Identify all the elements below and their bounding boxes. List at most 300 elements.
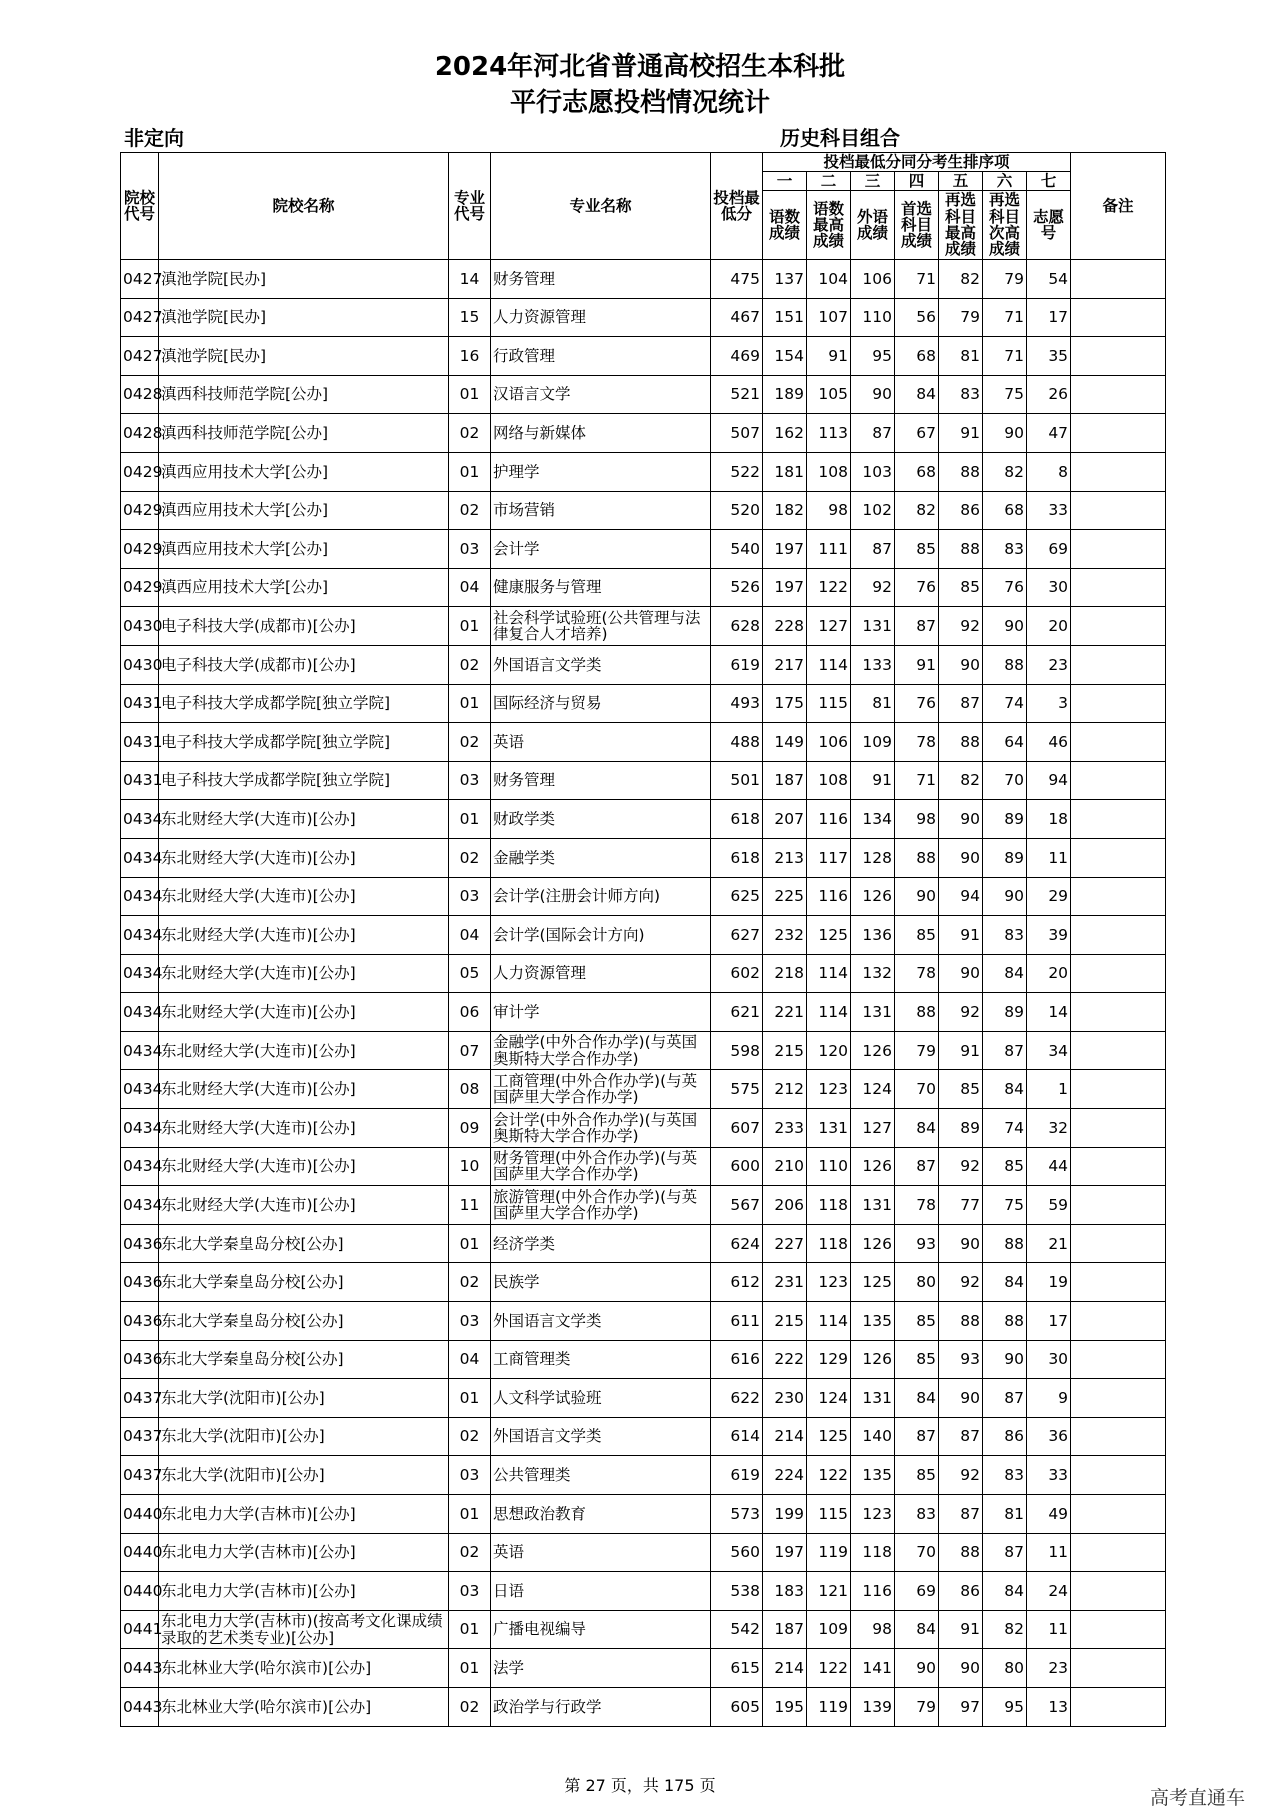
cell-first-subject: 68 <box>895 337 939 376</box>
cell-foreign-lang: 131 <box>851 1379 895 1418</box>
cell-chinese-math-max: 105 <box>807 375 851 414</box>
cell-school-name: 东北大学(沈阳市)[公办] <box>159 1417 449 1456</box>
cell-second-subject-max: 88 <box>939 1533 983 1572</box>
cell-foreign-lang: 134 <box>851 800 895 839</box>
cell-second-subject-max: 90 <box>939 1224 983 1263</box>
cell-school-code: 0427 <box>121 298 159 337</box>
cell-chinese-math-max: 114 <box>807 645 851 684</box>
table-row <box>121 800 1166 839</box>
cell-second-subject-max: 79 <box>939 298 983 337</box>
cell-major-code: 02 <box>449 645 491 684</box>
cell-chinese-math: 189 <box>763 375 807 414</box>
cell-school-name: 东北电力大学(吉林市)(按高考文化课成绩录取的艺术类专业)[公办] <box>159 1610 449 1649</box>
cell-school-name: 东北电力大学(吉林市)[公办] <box>159 1572 449 1611</box>
cell-foreign-lang: 92 <box>851 568 895 607</box>
cell-second-subject-max: 92 <box>939 1147 983 1186</box>
cell-major-code: 03 <box>449 530 491 569</box>
cell-first-subject: 84 <box>895 1379 939 1418</box>
cell-foreign-lang: 116 <box>851 1572 895 1611</box>
cell-school-name: 滇西应用技术大学[公办] <box>159 491 449 530</box>
cell-chinese-math: 183 <box>763 1572 807 1611</box>
cell-chinese-math-max: 119 <box>807 1533 851 1572</box>
cell-min-score: 625 <box>711 877 763 916</box>
cell-choice-no: 9 <box>1027 1379 1071 1418</box>
cell-choice-no: 36 <box>1027 1417 1071 1456</box>
cell-school-name: 电子科技大学成都学院[独立学院] <box>159 723 449 762</box>
cell-school-code: 0434 <box>121 916 159 955</box>
cell-choice-no: 13 <box>1027 1687 1071 1726</box>
cell-min-score: 612 <box>711 1263 763 1302</box>
cell-chinese-math: 213 <box>763 838 807 877</box>
cell-major-name: 外国语言文学类 <box>491 1417 711 1456</box>
cell-choice-no: 21 <box>1027 1224 1071 1263</box>
header-criterion-5: 再选科目最高成绩 <box>939 191 983 260</box>
cell-choice-no: 59 <box>1027 1186 1071 1225</box>
cell-chinese-math-max: 122 <box>807 1649 851 1688</box>
cell-foreign-lang: 103 <box>851 452 895 491</box>
cell-major-code: 01 <box>449 800 491 839</box>
cell-school-name: 滇池学院[民办] <box>159 337 449 376</box>
cell-school-name: 滇西应用技术大学[公办] <box>159 568 449 607</box>
cell-major-code: 08 <box>449 1070 491 1109</box>
cell-chinese-math-max: 107 <box>807 298 851 337</box>
section-label-left: 非定向 <box>124 126 184 150</box>
table-row <box>121 298 1166 337</box>
cell-remark <box>1071 1109 1166 1148</box>
cell-choice-no: 29 <box>1027 877 1071 916</box>
table-row <box>121 568 1166 607</box>
header-major-code: 专业代号 <box>449 153 491 260</box>
cell-school-code: 0434 <box>121 1109 159 1148</box>
cell-school-code: 0440 <box>121 1572 159 1611</box>
cell-choice-no: 14 <box>1027 993 1071 1032</box>
table-row <box>121 491 1166 530</box>
cell-second-subject-next: 83 <box>983 1456 1027 1495</box>
cell-remark <box>1071 530 1166 569</box>
cell-chinese-math-max: 98 <box>807 491 851 530</box>
cell-chinese-math-max: 129 <box>807 1340 851 1379</box>
cell-second-subject-next: 89 <box>983 800 1027 839</box>
cell-min-score: 618 <box>711 838 763 877</box>
header-ordinal-5: 五 <box>939 172 983 191</box>
cell-choice-no: 47 <box>1027 414 1071 453</box>
cell-chinese-math-max: 115 <box>807 1495 851 1534</box>
cell-remark <box>1071 1186 1166 1225</box>
cell-second-subject-max: 88 <box>939 530 983 569</box>
cell-school-code: 0431 <box>121 723 159 762</box>
cell-major-code: 01 <box>449 684 491 723</box>
cell-remark <box>1071 1379 1166 1418</box>
cell-school-name: 滇西应用技术大学[公办] <box>159 452 449 491</box>
cell-foreign-lang: 131 <box>851 1186 895 1225</box>
table-row <box>121 337 1166 376</box>
cell-choice-no: 33 <box>1027 1456 1071 1495</box>
cell-school-name: 滇池学院[民办] <box>159 260 449 299</box>
cell-remark <box>1071 1572 1166 1611</box>
cell-choice-no: 26 <box>1027 375 1071 414</box>
cell-min-score: 475 <box>711 260 763 299</box>
watermark: 高考直通车 <box>1150 1787 1246 1809</box>
cell-second-subject-next: 68 <box>983 491 1027 530</box>
cell-first-subject: 76 <box>895 568 939 607</box>
cell-chinese-math-max: 123 <box>807 1070 851 1109</box>
cell-remark <box>1071 645 1166 684</box>
cell-min-score: 501 <box>711 761 763 800</box>
cell-remark <box>1071 800 1166 839</box>
cell-min-score: 540 <box>711 530 763 569</box>
cell-choice-no: 32 <box>1027 1109 1071 1148</box>
cell-choice-no: 17 <box>1027 1302 1071 1341</box>
cell-chinese-math: 228 <box>763 607 807 646</box>
cell-remark <box>1071 954 1166 993</box>
cell-foreign-lang: 106 <box>851 260 895 299</box>
cell-major-code: 02 <box>449 838 491 877</box>
cell-major-code: 02 <box>449 1417 491 1456</box>
table-row <box>121 1263 1166 1302</box>
cell-choice-no: 3 <box>1027 684 1071 723</box>
cell-major-name: 法学 <box>491 1649 711 1688</box>
cell-min-score: 560 <box>711 1533 763 1572</box>
table-row <box>121 1417 1166 1456</box>
cell-major-code: 02 <box>449 1687 491 1726</box>
page-title-line1: 2024年河北省普通高校招生本科批 <box>434 52 846 82</box>
cell-chinese-math: 207 <box>763 800 807 839</box>
cell-first-subject: 85 <box>895 916 939 955</box>
cell-chinese-math-max: 91 <box>807 337 851 376</box>
cell-major-name: 会计学(注册会计师方向) <box>491 877 711 916</box>
header-major-name: 专业名称 <box>491 153 711 260</box>
cell-school-code: 0434 <box>121 993 159 1032</box>
cell-second-subject-max: 90 <box>939 1379 983 1418</box>
cell-major-code: 15 <box>449 298 491 337</box>
cell-chinese-math: 181 <box>763 452 807 491</box>
cell-school-code: 0434 <box>121 800 159 839</box>
cell-foreign-lang: 126 <box>851 877 895 916</box>
cell-school-code: 0429 <box>121 452 159 491</box>
cell-min-score: 602 <box>711 954 763 993</box>
cell-min-score: 521 <box>711 375 763 414</box>
table-row <box>121 684 1166 723</box>
cell-major-code: 10 <box>449 1147 491 1186</box>
cell-remark <box>1071 298 1166 337</box>
cell-school-code: 0436 <box>121 1263 159 1302</box>
table-row <box>121 1610 1166 1649</box>
cell-first-subject: 83 <box>895 1495 939 1534</box>
cell-school-name: 东北财经大学(大连市)[公办] <box>159 877 449 916</box>
cell-choice-no: 8 <box>1027 452 1071 491</box>
cell-school-code: 0436 <box>121 1224 159 1263</box>
cell-second-subject-max: 91 <box>939 414 983 453</box>
header-criterion-6: 再选科目次高成绩 <box>983 191 1027 260</box>
cell-school-name: 东北大学秦皇岛分校[公办] <box>159 1263 449 1302</box>
header-criterion-4: 首选科目成绩 <box>895 191 939 260</box>
cell-choice-no: 49 <box>1027 1495 1071 1534</box>
cell-remark <box>1071 1302 1166 1341</box>
cell-major-code: 01 <box>449 1379 491 1418</box>
cell-major-name: 思想政治教育 <box>491 1495 711 1534</box>
cell-chinese-math-max: 116 <box>807 800 851 839</box>
cell-first-subject: 79 <box>895 1687 939 1726</box>
cell-first-subject: 79 <box>895 1031 939 1070</box>
cell-chinese-math-max: 120 <box>807 1031 851 1070</box>
cell-chinese-math-max: 106 <box>807 723 851 762</box>
cell-min-score: 507 <box>711 414 763 453</box>
cell-second-subject-max: 93 <box>939 1340 983 1379</box>
cell-foreign-lang: 118 <box>851 1533 895 1572</box>
cell-first-subject: 78 <box>895 723 939 762</box>
cell-choice-no: 69 <box>1027 530 1071 569</box>
cell-second-subject-max: 90 <box>939 954 983 993</box>
cell-first-subject: 85 <box>895 1302 939 1341</box>
cell-second-subject-max: 92 <box>939 1263 983 1302</box>
cell-min-score: 526 <box>711 568 763 607</box>
cell-chinese-math: 187 <box>763 1610 807 1649</box>
cell-second-subject-max: 86 <box>939 491 983 530</box>
cell-first-subject: 71 <box>895 260 939 299</box>
cell-major-name: 市场营销 <box>491 491 711 530</box>
cell-min-score: 542 <box>711 1610 763 1649</box>
cell-school-name: 电子科技大学成都学院[独立学院] <box>159 761 449 800</box>
cell-school-name: 东北财经大学(大连市)[公办] <box>159 1186 449 1225</box>
cell-chinese-math: 137 <box>763 260 807 299</box>
cell-foreign-lang: 140 <box>851 1417 895 1456</box>
cell-second-subject-next: 89 <box>983 993 1027 1032</box>
cell-school-code: 0437 <box>121 1456 159 1495</box>
cell-school-code: 0434 <box>121 838 159 877</box>
cell-foreign-lang: 126 <box>851 1031 895 1070</box>
cell-major-name: 社会科学试验班(公共管理与法律复合人才培养) <box>491 607 711 646</box>
cell-second-subject-next: 84 <box>983 1263 1027 1302</box>
cell-major-name: 会计学 <box>491 530 711 569</box>
cell-school-code: 0428 <box>121 414 159 453</box>
cell-min-score: 618 <box>711 800 763 839</box>
cell-school-name: 滇西科技师范学院[公办] <box>159 375 449 414</box>
cell-chinese-math: 227 <box>763 1224 807 1263</box>
cell-school-code: 0434 <box>121 877 159 916</box>
table-row <box>121 1031 1166 1070</box>
cell-major-name: 经济学类 <box>491 1224 711 1263</box>
cell-chinese-math: 215 <box>763 1302 807 1341</box>
cell-chinese-math: 233 <box>763 1109 807 1148</box>
table-row <box>121 1186 1166 1225</box>
cell-chinese-math: 218 <box>763 954 807 993</box>
cell-remark <box>1071 723 1166 762</box>
cell-school-code: 0429 <box>121 568 159 607</box>
cell-major-code: 03 <box>449 1456 491 1495</box>
cell-foreign-lang: 109 <box>851 723 895 762</box>
cell-foreign-lang: 135 <box>851 1456 895 1495</box>
cell-chinese-math-max: 104 <box>807 260 851 299</box>
header-school-name: 院校名称 <box>159 153 449 260</box>
cell-school-code: 0437 <box>121 1379 159 1418</box>
table-row <box>121 1687 1166 1726</box>
cell-second-subject-next: 87 <box>983 1031 1027 1070</box>
cell-major-name: 日语 <box>491 1572 711 1611</box>
cell-major-code: 01 <box>449 1610 491 1649</box>
cell-school-name: 电子科技大学(成都市)[公办] <box>159 645 449 684</box>
cell-chinese-math-max: 125 <box>807 1417 851 1456</box>
cell-chinese-math: 175 <box>763 684 807 723</box>
cell-foreign-lang: 136 <box>851 916 895 955</box>
table-row <box>121 260 1166 299</box>
cell-chinese-math-max: 110 <box>807 1147 851 1186</box>
cell-foreign-lang: 87 <box>851 414 895 453</box>
header-ordinal-3: 三 <box>851 172 895 191</box>
cell-school-code: 0429 <box>121 530 159 569</box>
cell-chinese-math: 215 <box>763 1031 807 1070</box>
cell-second-subject-max: 92 <box>939 1456 983 1495</box>
cell-second-subject-next: 85 <box>983 1147 1027 1186</box>
cell-major-name: 英语 <box>491 1533 711 1572</box>
cell-second-subject-max: 81 <box>939 337 983 376</box>
cell-second-subject-max: 90 <box>939 645 983 684</box>
cell-second-subject-max: 88 <box>939 723 983 762</box>
cell-second-subject-next: 87 <box>983 1379 1027 1418</box>
cell-second-subject-next: 81 <box>983 1495 1027 1534</box>
cell-remark <box>1071 1456 1166 1495</box>
cell-major-name: 人力资源管理 <box>491 298 711 337</box>
cell-chinese-math: 182 <box>763 491 807 530</box>
page-title-line2: 平行志愿投档情况统计 <box>509 88 770 118</box>
cell-major-name: 财务管理(中外合作办学)(与英国萨里大学合作办学) <box>491 1147 711 1186</box>
cell-chinese-math: 206 <box>763 1186 807 1225</box>
cell-min-score: 520 <box>711 491 763 530</box>
cell-chinese-math-max: 121 <box>807 1572 851 1611</box>
cell-major-code: 01 <box>449 607 491 646</box>
header-criterion-7: 志愿号 <box>1027 191 1071 260</box>
cell-school-code: 0431 <box>121 761 159 800</box>
cell-major-name: 工商管理(中外合作办学)(与英国萨里大学合作办学) <box>491 1070 711 1109</box>
cell-first-subject: 67 <box>895 414 939 453</box>
cell-remark <box>1071 684 1166 723</box>
cell-school-name: 东北电力大学(吉林市)[公办] <box>159 1533 449 1572</box>
cell-second-subject-next: 84 <box>983 1572 1027 1611</box>
cell-chinese-math-max: 114 <box>807 954 851 993</box>
header-min-score: 投档最低分 <box>711 153 763 260</box>
cell-min-score: 616 <box>711 1340 763 1379</box>
cell-school-code: 0436 <box>121 1302 159 1341</box>
cell-chinese-math: 154 <box>763 337 807 376</box>
table-row <box>121 1379 1166 1418</box>
cell-major-code: 03 <box>449 877 491 916</box>
cell-remark <box>1071 877 1166 916</box>
cell-remark <box>1071 1263 1166 1302</box>
table-row <box>121 838 1166 877</box>
cell-foreign-lang: 98 <box>851 1610 895 1649</box>
cell-chinese-math-max: 123 <box>807 1263 851 1302</box>
cell-school-name: 滇西应用技术大学[公办] <box>159 530 449 569</box>
cell-second-subject-max: 91 <box>939 916 983 955</box>
header-school-code: 院校代号 <box>121 153 159 260</box>
cell-min-score: 605 <box>711 1687 763 1726</box>
cell-first-subject: 85 <box>895 530 939 569</box>
table-row <box>121 1147 1166 1186</box>
cell-major-name: 人文科学试验班 <box>491 1379 711 1418</box>
cell-first-subject: 87 <box>895 607 939 646</box>
table-row <box>121 1456 1166 1495</box>
cell-second-subject-next: 83 <box>983 916 1027 955</box>
cell-school-code: 0434 <box>121 1147 159 1186</box>
cell-second-subject-next: 88 <box>983 1302 1027 1341</box>
table-row <box>121 1070 1166 1109</box>
cell-major-code: 05 <box>449 954 491 993</box>
cell-major-name: 工商管理类 <box>491 1340 711 1379</box>
cell-first-subject: 68 <box>895 452 939 491</box>
cell-school-name: 东北财经大学(大连市)[公办] <box>159 1147 449 1186</box>
cell-major-code: 01 <box>449 452 491 491</box>
cell-chinese-math-max: 111 <box>807 530 851 569</box>
cell-school-name: 电子科技大学成都学院[独立学院] <box>159 684 449 723</box>
cell-min-score: 538 <box>711 1572 763 1611</box>
cell-chinese-math: 214 <box>763 1417 807 1456</box>
cell-chinese-math-max: 109 <box>807 1610 851 1649</box>
cell-school-name: 东北财经大学(大连市)[公办] <box>159 916 449 955</box>
table-row <box>121 954 1166 993</box>
cell-foreign-lang: 125 <box>851 1263 895 1302</box>
cell-chinese-math-max: 116 <box>807 877 851 916</box>
cell-chinese-math: 197 <box>763 568 807 607</box>
cell-choice-no: 11 <box>1027 1533 1071 1572</box>
cell-chinese-math: 232 <box>763 916 807 955</box>
cell-school-code: 0434 <box>121 1031 159 1070</box>
cell-second-subject-next: 86 <box>983 1417 1027 1456</box>
cell-first-subject: 70 <box>895 1070 939 1109</box>
cell-school-name: 东北财经大学(大连市)[公办] <box>159 993 449 1032</box>
cell-chinese-math: 151 <box>763 298 807 337</box>
cell-second-subject-max: 88 <box>939 1302 983 1341</box>
cell-major-name: 政治学与行政学 <box>491 1687 711 1726</box>
cell-chinese-math: 212 <box>763 1070 807 1109</box>
cell-remark <box>1071 337 1166 376</box>
cell-first-subject: 70 <box>895 1533 939 1572</box>
cell-min-score: 614 <box>711 1417 763 1456</box>
table-row <box>121 1302 1166 1341</box>
cell-major-code: 01 <box>449 375 491 414</box>
cell-foreign-lang: 132 <box>851 954 895 993</box>
cell-school-code: 0428 <box>121 375 159 414</box>
cell-major-code: 16 <box>449 337 491 376</box>
cell-second-subject-max: 85 <box>939 568 983 607</box>
table-row <box>121 414 1166 453</box>
cell-school-name: 东北大学(沈阳市)[公办] <box>159 1456 449 1495</box>
cell-min-score: 469 <box>711 337 763 376</box>
cell-first-subject: 78 <box>895 954 939 993</box>
cell-second-subject-max: 87 <box>939 684 983 723</box>
cell-school-name: 东北财经大学(大连市)[公办] <box>159 954 449 993</box>
cell-major-name: 财务管理 <box>491 260 711 299</box>
cell-second-subject-next: 88 <box>983 645 1027 684</box>
cell-second-subject-next: 75 <box>983 1186 1027 1225</box>
cell-choice-no: 23 <box>1027 645 1071 684</box>
cell-choice-no: 34 <box>1027 1031 1071 1070</box>
cell-remark <box>1071 1340 1166 1379</box>
cell-second-subject-next: 80 <box>983 1649 1027 1688</box>
cell-chinese-math: 187 <box>763 761 807 800</box>
cell-second-subject-max: 82 <box>939 260 983 299</box>
table-row <box>121 1533 1166 1572</box>
cell-second-subject-max: 97 <box>939 1687 983 1726</box>
cell-foreign-lang: 133 <box>851 645 895 684</box>
cell-school-code: 0434 <box>121 1186 159 1225</box>
cell-second-subject-next: 64 <box>983 723 1027 762</box>
cell-remark <box>1071 916 1166 955</box>
cell-first-subject: 84 <box>895 1610 939 1649</box>
cell-choice-no: 19 <box>1027 1263 1071 1302</box>
cell-school-code: 0430 <box>121 607 159 646</box>
header-ordinal-7: 七 <box>1027 172 1071 191</box>
cell-chinese-math-max: 114 <box>807 993 851 1032</box>
cell-foreign-lang: 131 <box>851 993 895 1032</box>
